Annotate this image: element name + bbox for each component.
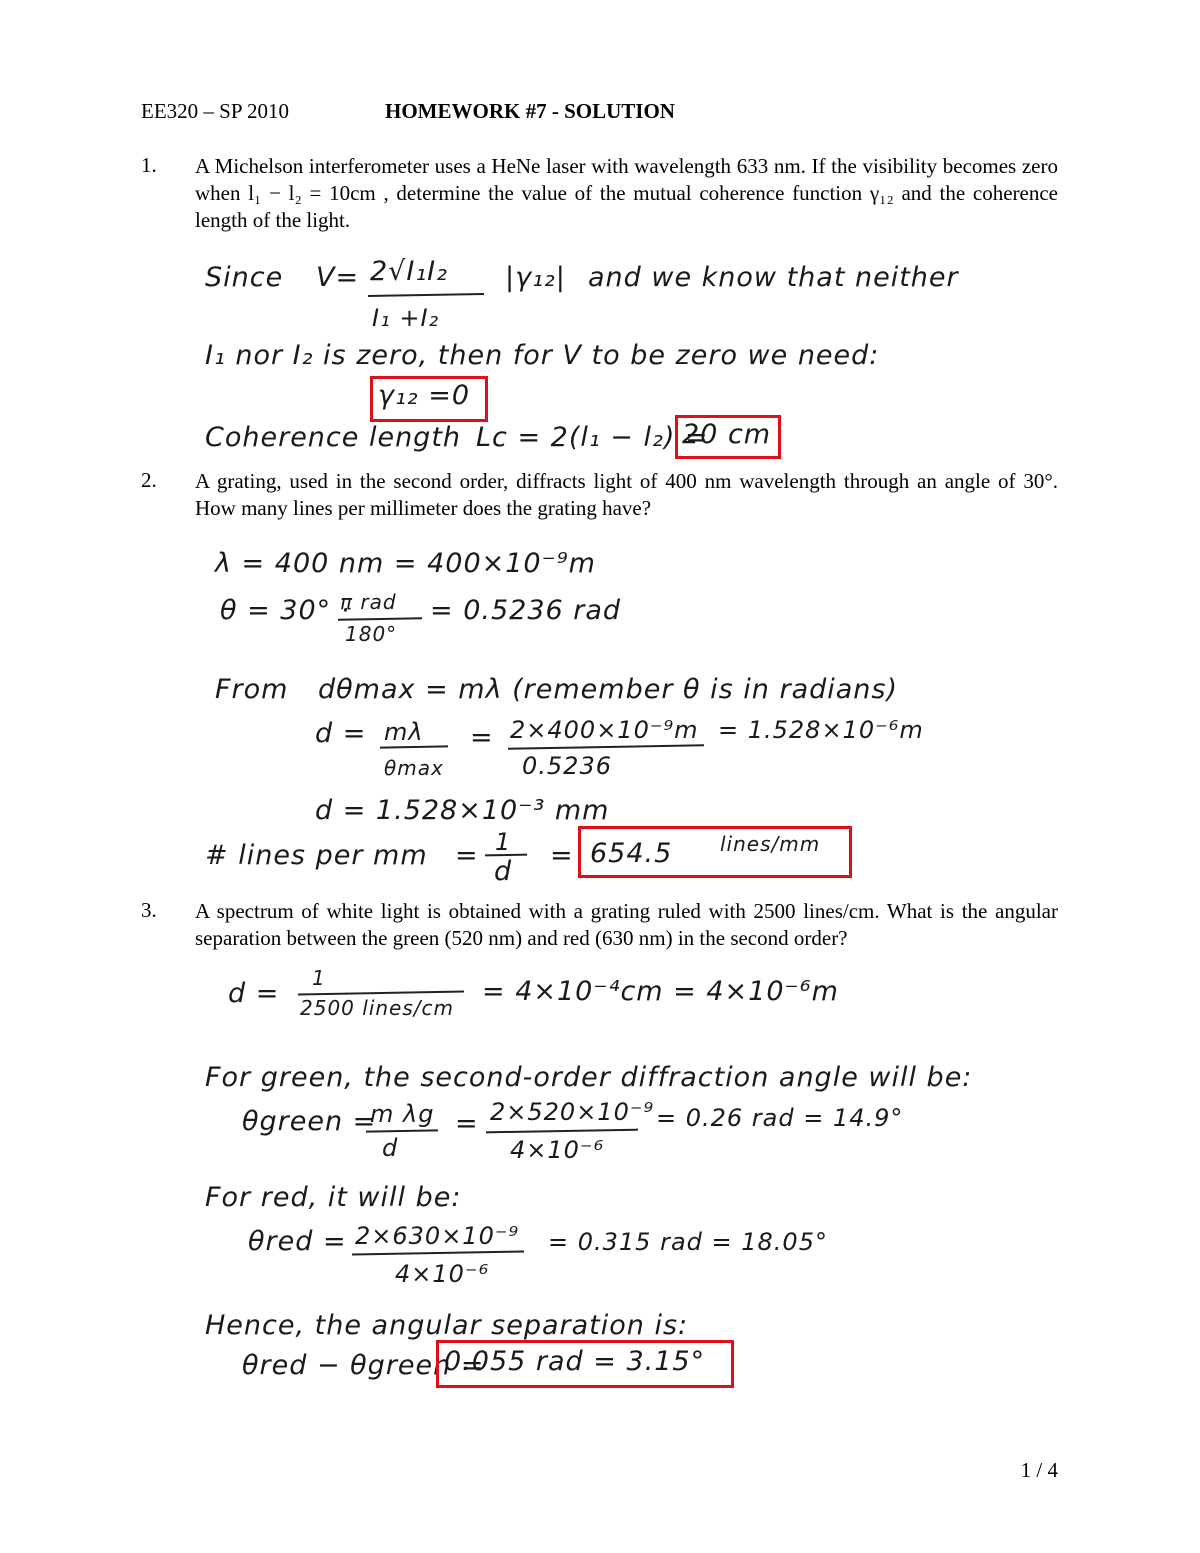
p3-red-bar bbox=[352, 1250, 524, 1255]
p1-answer-gamma: γ₁₂ =0 bbox=[378, 380, 471, 411]
p3-green-den1: d bbox=[382, 1134, 399, 1162]
p1-line1-rest: and we know that neither bbox=[588, 262, 959, 293]
problem-3-number: 3. bbox=[141, 898, 157, 922]
problem-1-text: A Michelson interferometer uses a HeNe laser with wavelength 633 nm. If the visibility becomes zero when l₁ − l₂ = 10cm , determine the value of the mutual coherence function γ₁₂ and the coherence length of the light. bbox=[195, 154, 1058, 232]
p2-d-bar1 bbox=[380, 745, 448, 748]
p3-red-den: 4×10⁻⁶ bbox=[395, 1260, 490, 1288]
p3-red-intro: For red, it will be: bbox=[205, 1182, 462, 1213]
p3-green-num2: 2×520×10⁻⁹ bbox=[490, 1098, 655, 1126]
problem-2-text: A grating, used in the second order, diffracts light of 400 nm wavelength through an angle of 30°. How many lines per millimeter does the grating have? bbox=[195, 469, 1058, 520]
p3-red-rhs: = 0.315 rad = 18.05° bbox=[548, 1228, 828, 1256]
page-title: HOMEWORK #7 - SOLUTION bbox=[385, 99, 675, 123]
course-label: EE320 – SP 2010 bbox=[141, 99, 289, 123]
p1-gamma-abs: |γ₁₂| bbox=[505, 262, 566, 293]
p2-lines-den: d bbox=[494, 856, 513, 887]
p3-red-num: 2×630×10⁻⁹ bbox=[355, 1222, 520, 1250]
problem-2-number: 2. bbox=[141, 468, 157, 492]
p2-d-mm: d = 1.528×10⁻³ mm bbox=[315, 795, 610, 826]
p2-lines-num: 1 bbox=[495, 828, 512, 856]
page-number: 1 / 4 bbox=[1020, 1458, 1058, 1482]
p2-answer-lines: 654.5 bbox=[590, 838, 673, 869]
problem-3-text: A spectrum of white light is obtained with a grating ruled with 2500 lines/cm. What is the angular separation between the green (520 nm) and red (630 nm) in the second order? bbox=[195, 899, 1058, 950]
p1-v-eq: V= bbox=[316, 262, 360, 293]
p3-green-rhs: = 0.26 rad = 14.9° bbox=[656, 1104, 904, 1132]
p2-from-label: From bbox=[215, 674, 289, 705]
p3-answer-sep: 0.055 rad = 3.15° bbox=[444, 1346, 706, 1377]
p2-lines-eq: = bbox=[455, 840, 479, 871]
p3-green-eq: = bbox=[455, 1108, 479, 1139]
p3-green-den2: 4×10⁻⁶ bbox=[510, 1136, 605, 1164]
p1-answer-length: 20 cm bbox=[682, 419, 772, 450]
p2-theta-lhs: θ = 30° · bbox=[220, 595, 351, 626]
p2-theta-num: π rad bbox=[340, 590, 397, 614]
p3-red-lhs: θred = bbox=[248, 1226, 347, 1257]
p3-hence: Hence, the angular separation is: bbox=[205, 1310, 689, 1341]
problem-1-number: 1. bbox=[141, 153, 157, 177]
p1-v-denominator: I₁ +I₂ bbox=[372, 304, 440, 332]
p2-from-eq: dθmax = mλ (remember θ is in radians) bbox=[318, 674, 899, 705]
p3-green-bar2 bbox=[486, 1129, 638, 1134]
p3-d-den: 2500 lines/cm bbox=[300, 996, 454, 1020]
p2-d-den1: θmax bbox=[384, 756, 444, 780]
p2-answer-unit: lines/mm bbox=[720, 832, 821, 856]
p1-coherence-eq: Lc = 2(l₁ − l₂) = bbox=[476, 422, 709, 453]
p3-d-num: 1 bbox=[312, 966, 326, 990]
p3-d-lhs: d = bbox=[228, 978, 280, 1009]
p2-d-num1: mλ bbox=[384, 718, 424, 746]
p2-d-num2: 2×400×10⁻⁹m bbox=[510, 716, 699, 744]
p2-lambda-eq: λ = 400 nm = 400×10⁻⁹m bbox=[215, 548, 596, 579]
p1-coherence-label: Coherence length bbox=[205, 422, 462, 453]
p2-theta-bar bbox=[338, 617, 422, 620]
p3-green-bar1 bbox=[366, 1129, 438, 1132]
p2-theta-rhs: = 0.5236 rad bbox=[430, 595, 622, 626]
p1-since: Since bbox=[205, 262, 284, 293]
p2-d-den2: 0.5236 bbox=[522, 752, 612, 780]
p2-d-eq: = bbox=[470, 722, 494, 753]
p3-d-rhs: = 4×10⁻⁴cm = 4×10⁻⁶m bbox=[482, 976, 839, 1007]
p1-fraction-bar bbox=[368, 293, 484, 297]
p3-green-intro: For green, the second-order diffraction angle will be: bbox=[205, 1062, 973, 1093]
p3-green-num1: m λg bbox=[370, 1100, 435, 1128]
p2-lines-label: # lines per mm bbox=[205, 840, 428, 871]
p2-lines-eq2: = bbox=[550, 840, 574, 871]
p2-d-bar2 bbox=[508, 744, 704, 749]
p2-d-rhs: = 1.528×10⁻⁶m bbox=[718, 716, 924, 744]
p1-v-numerator: 2√I₁I₂ bbox=[370, 256, 448, 287]
p2-theta-den: 180° bbox=[345, 622, 398, 646]
p3-sep-lhs: θred − θgreen = bbox=[242, 1350, 485, 1381]
p3-green-lhs: θgreen = bbox=[242, 1106, 377, 1137]
p3-d-bar bbox=[298, 991, 464, 996]
p2-d-lhs: d = bbox=[315, 718, 367, 749]
p1-line2: I₁ nor I₂ is zero, then for V to be zero we need: bbox=[205, 340, 880, 371]
